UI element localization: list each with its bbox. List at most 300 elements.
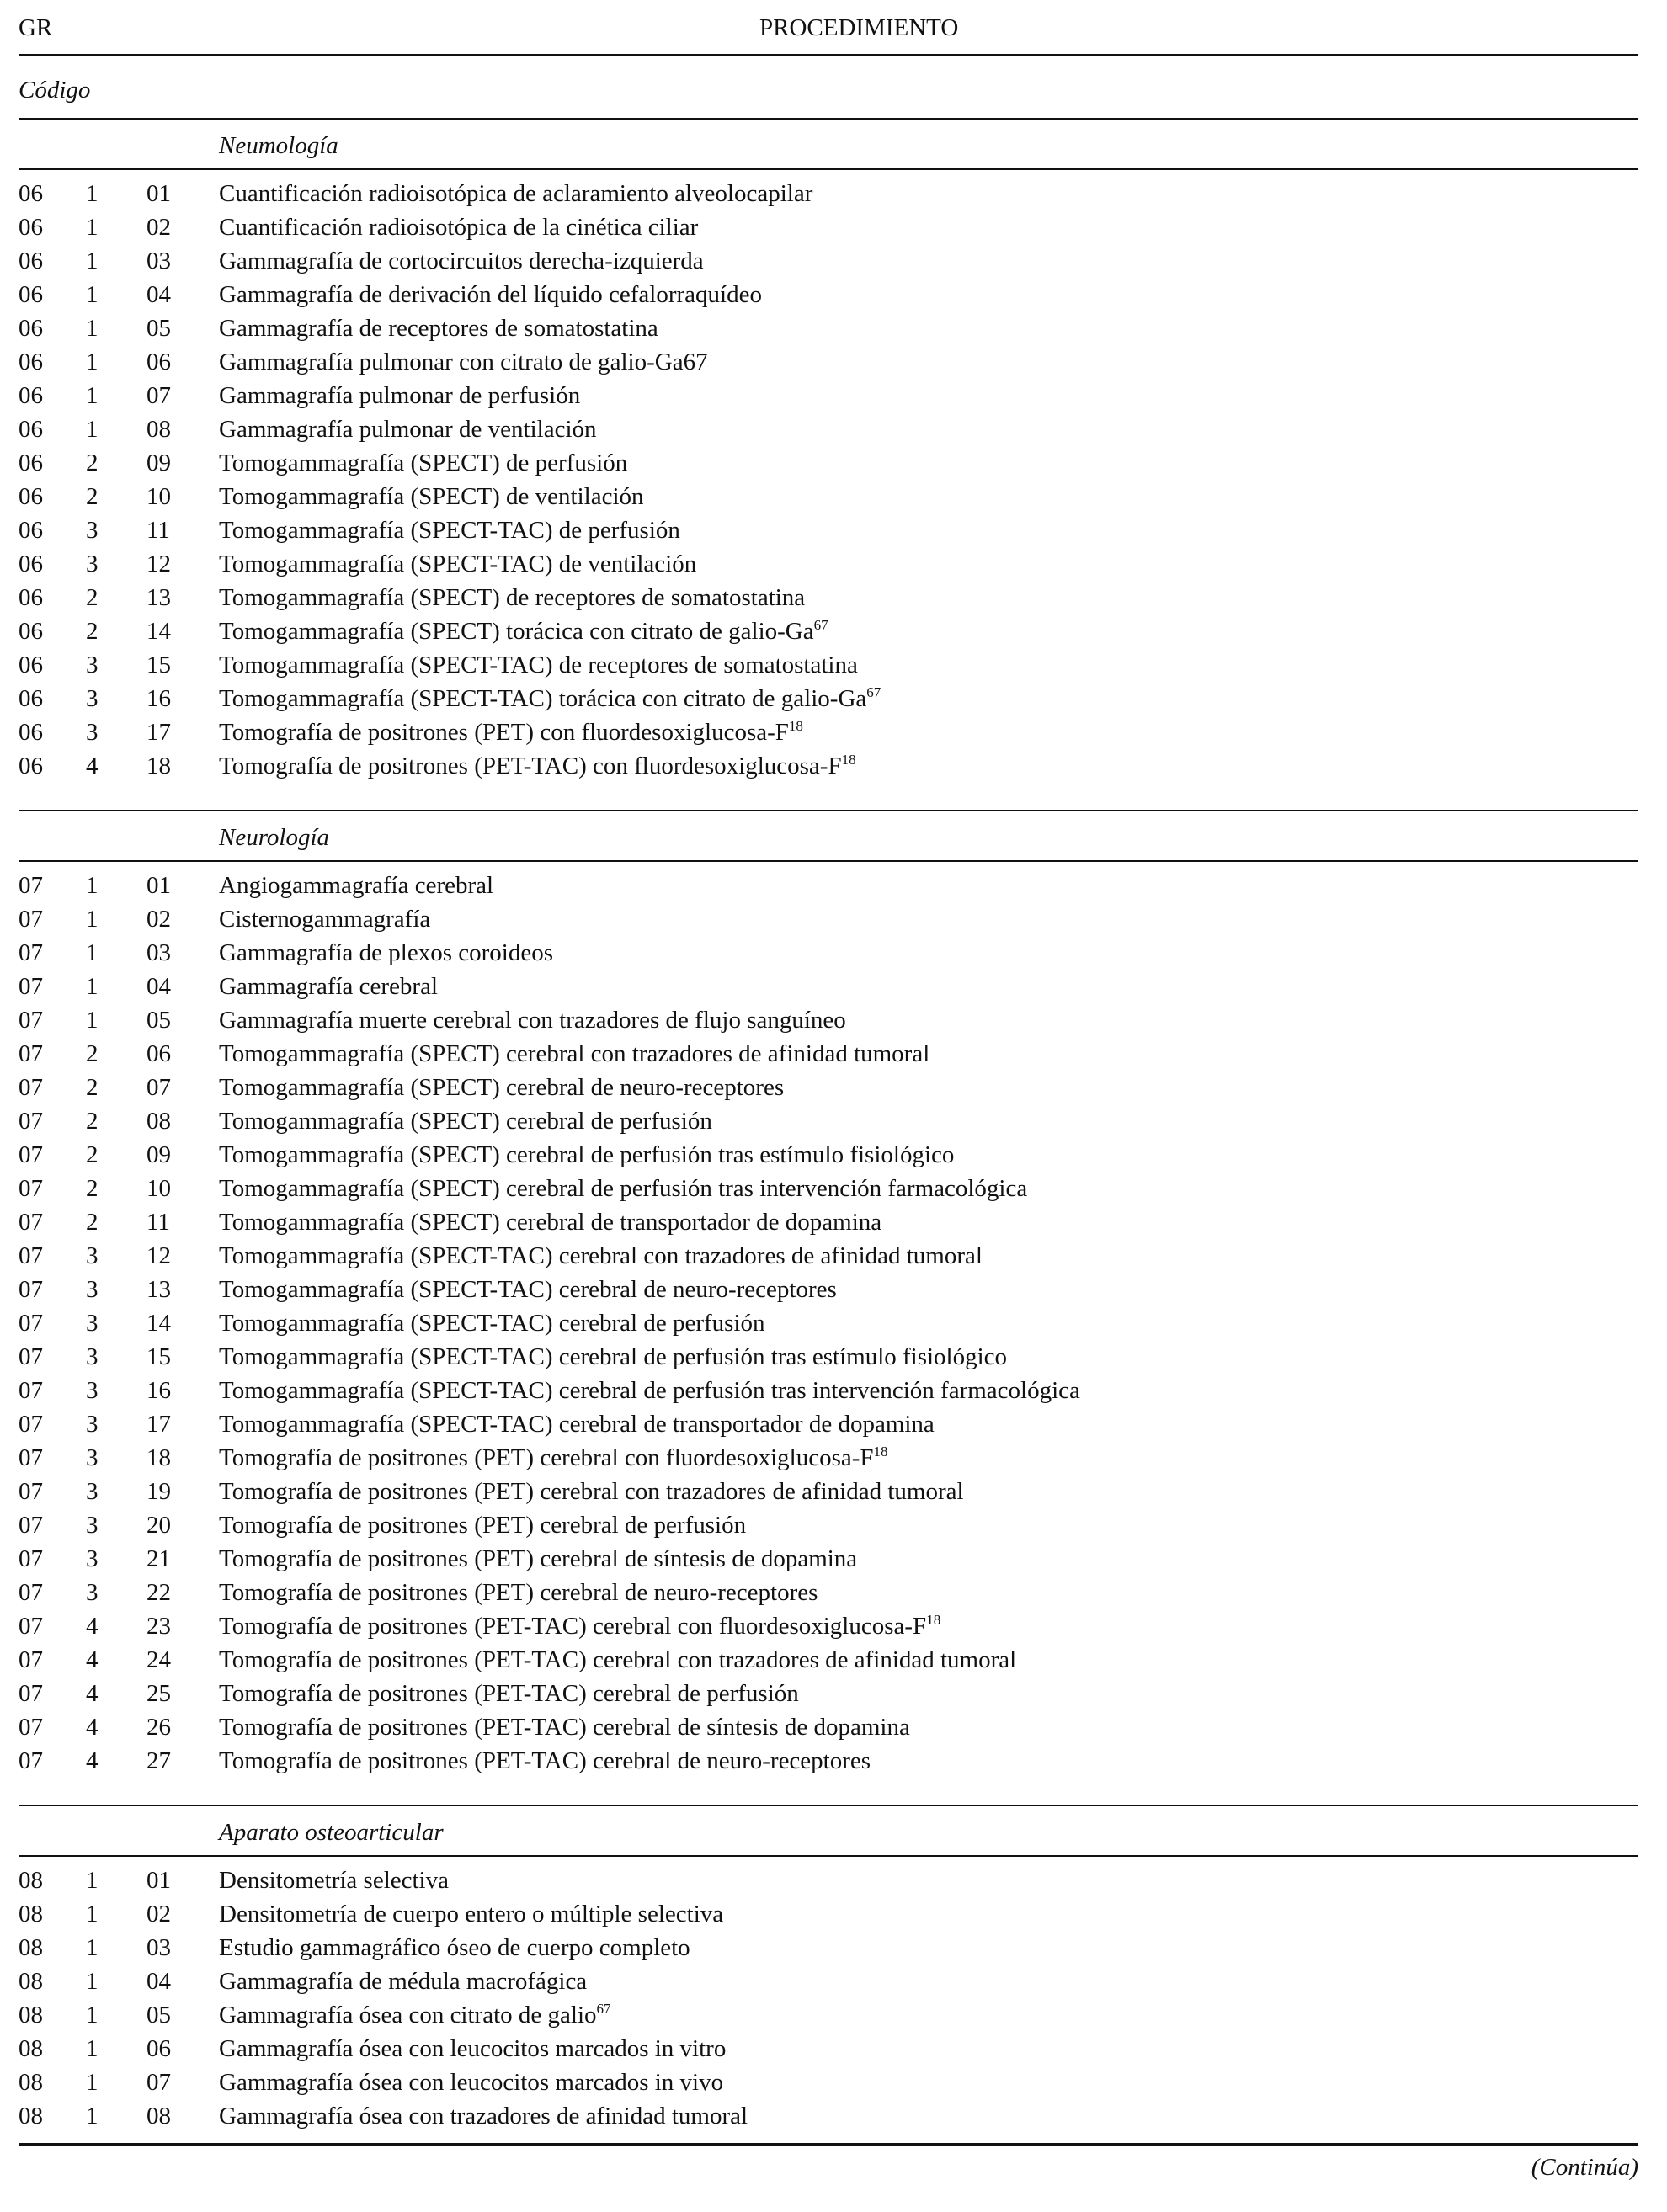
level-code: 3	[86, 719, 99, 746]
procedure-description	[219, 1897, 723, 1931]
procedure-text: Tomogammagrafía (SPECT-TAC) cerebral de neuro-receptores	[219, 1276, 837, 1303]
procedure-text: Tomografía de positrones (PET) cerebral de neuro-receptores	[219, 1579, 818, 1606]
procedure-text: Tomogammagrafía (SPECT-TAC) de ventilación	[219, 550, 697, 577]
level-code: 3	[86, 1478, 99, 1505]
item-code: 22	[146, 1579, 171, 1606]
table-row	[19, 1340, 1638, 1374]
procedure-description	[219, 1542, 857, 1576]
item-code: 05	[146, 2002, 171, 2029]
procedure-description	[219, 749, 856, 783]
item-code: 13	[146, 584, 171, 611]
procedure-description	[219, 1306, 765, 1340]
level-code: 1	[86, 2002, 99, 2029]
procedure-description	[219, 1965, 587, 1998]
level-code: 2	[86, 483, 99, 510]
procedure-text: Gammagrafía ósea con leucocitos marcados in vitro	[219, 2035, 727, 2062]
procedure-description	[219, 1744, 871, 1778]
continua-note: (Continúa)	[1531, 2154, 1638, 2181]
group-code: 07	[19, 973, 43, 1000]
level-code: 4	[86, 1646, 99, 1673]
group-code: 06	[19, 651, 43, 678]
group-code: 06	[19, 685, 43, 712]
table-row	[19, 177, 1638, 210]
isotope-superscript: 67	[813, 617, 828, 633]
procedure-description	[219, 1475, 964, 1508]
procedure-text: Tomografía de positrones (PET-TAC) con fluordesoxiglucosa-F	[219, 752, 842, 779]
table-row	[19, 1172, 1638, 1205]
level-code: 3	[86, 1545, 99, 1572]
group-code: 07	[19, 1714, 43, 1741]
group-code: 08	[19, 1968, 43, 1995]
level-code: 1	[86, 1901, 99, 1928]
procedure-description	[219, 581, 805, 614]
procedure-description	[219, 210, 698, 244]
table-row	[19, 1374, 1638, 1407]
level-code: 2	[86, 584, 99, 611]
level-code: 4	[86, 752, 99, 779]
item-code: 01	[146, 872, 171, 899]
table-row	[19, 1643, 1638, 1677]
item-code: 04	[146, 1968, 171, 1995]
table-row	[19, 412, 1638, 446]
procedure-description	[219, 1677, 799, 1710]
group-code: 07	[19, 1141, 43, 1168]
document-page	[19, 0, 1638, 2196]
group-code: 06	[19, 550, 43, 577]
table-row	[19, 1998, 1638, 2032]
table-row	[19, 1071, 1638, 1104]
procedure-text: Tomogammagrafía (SPECT-TAC) cerebral de transportador de dopamina	[219, 1411, 935, 1438]
procedure-text: Tomogammagrafía (SPECT-TAC) cerebral de perfusión tras estímulo fisiológico	[219, 1343, 1008, 1370]
procedure-description	[219, 1003, 846, 1037]
section-gap	[19, 793, 1638, 810]
item-code: 20	[146, 1512, 171, 1539]
group-code: 08	[19, 2035, 43, 2062]
level-code: 1	[86, 315, 99, 342]
table-header	[19, 0, 1638, 54]
item-code: 09	[146, 449, 171, 476]
group-code: 07	[19, 1276, 43, 1303]
table-row	[19, 1205, 1638, 1239]
item-code: 14	[146, 1310, 171, 1337]
level-code: 1	[86, 973, 99, 1000]
level-code: 2	[86, 1108, 99, 1135]
procedure-text: Gammagrafía de derivación del líquido cefalorraquídeo	[219, 281, 762, 308]
table-row	[19, 446, 1638, 480]
table-row	[19, 2099, 1638, 2133]
item-code: 15	[146, 1343, 171, 1370]
level-code: 3	[86, 1276, 99, 1303]
item-code: 15	[146, 651, 171, 678]
header-gr: GR	[19, 14, 53, 41]
level-code: 1	[86, 939, 99, 966]
procedure-description	[219, 902, 430, 936]
item-code: 07	[146, 382, 171, 409]
footer	[19, 2146, 1638, 2196]
level-code: 3	[86, 1343, 99, 1370]
item-code: 16	[146, 685, 171, 712]
procedure-text: Tomogammagrafía (SPECT) de ventilación	[219, 483, 644, 510]
item-code: 21	[146, 1545, 171, 1572]
isotope-superscript: 18	[788, 718, 803, 734]
level-code: 1	[86, 1007, 99, 1034]
level-code: 1	[86, 2035, 99, 2062]
level-code: 1	[86, 348, 99, 375]
procedure-text: Cuantificación radioisotópica de la cinética ciliar	[219, 214, 699, 241]
procedure-description	[219, 682, 881, 715]
group-code: 07	[19, 906, 43, 933]
procedure-description	[219, 1864, 449, 1897]
group-code: 07	[19, 1108, 43, 1135]
item-code: 06	[146, 348, 171, 375]
procedure-description	[219, 648, 858, 682]
item-code: 06	[146, 1040, 171, 1067]
level-code: 1	[86, 416, 99, 443]
group-code: 08	[19, 1867, 43, 1894]
procedure-text: Tomogammagrafía (SPECT-TAC) cerebral de perfusión tras intervención farmacológica	[219, 1377, 1080, 1404]
item-code: 14	[146, 618, 171, 645]
group-code: 07	[19, 872, 43, 899]
table-row	[19, 1542, 1638, 1576]
item-code: 07	[146, 1074, 171, 1101]
procedure-description	[219, 177, 812, 210]
table-row	[19, 1239, 1638, 1273]
section-gap	[19, 1788, 1638, 1805]
level-code: 2	[86, 1141, 99, 1168]
header-procedimiento: PROCEDIMIENTO	[759, 14, 959, 41]
procedure-description	[219, 1037, 929, 1071]
procedure-text: Tomogammagrafía (SPECT) cerebral de perfusión	[219, 1108, 712, 1135]
level-code: 1	[86, 281, 99, 308]
level-code: 1	[86, 2103, 99, 2130]
procedure-text: Cisternogammagrafía	[219, 906, 431, 933]
procedure-text: Tomografía de positrones (PET) con fluordesoxiglucosa-F	[219, 719, 789, 746]
isotope-superscript: 18	[873, 1444, 888, 1460]
table-row	[19, 1037, 1638, 1071]
section-title: Aparato osteoarticular	[219, 1819, 444, 1846]
procedure-text: Gammagrafía de plexos coroideos	[219, 939, 553, 966]
table-row	[19, 1864, 1638, 1897]
group-code: 07	[19, 1613, 43, 1640]
level-code: 3	[86, 1411, 99, 1438]
procedure-text: Gammagrafía pulmonar con citrato de galio-Ga67	[219, 348, 708, 375]
procedure-text: Tomogammagrafía (SPECT-TAC) de perfusión	[219, 517, 680, 544]
procedure-text: Tomogammagrafía (SPECT-TAC) cerebral de perfusión	[219, 1310, 765, 1337]
group-code: 06	[19, 719, 43, 746]
level-code: 2	[86, 1175, 99, 1202]
item-code: 26	[146, 1714, 171, 1741]
group-code: 08	[19, 2002, 43, 2029]
group-code: 07	[19, 1310, 43, 1337]
item-code: 16	[146, 1377, 171, 1404]
sections-container	[19, 118, 1638, 2143]
group-code: 08	[19, 2069, 43, 2096]
procedure-description	[219, 1441, 888, 1475]
level-code: 1	[86, 247, 99, 274]
table-row	[19, 1508, 1638, 1542]
item-code: 24	[146, 1646, 171, 1673]
level-code: 1	[86, 906, 99, 933]
procedure-description	[219, 2032, 726, 2066]
table-row	[19, 1273, 1638, 1306]
table-row	[19, 513, 1638, 547]
procedure-text: Tomografía de positrones (PET-TAC) cerebral con trazadores de afinidad tumoral	[219, 1646, 1017, 1673]
group-code: 06	[19, 483, 43, 510]
procedure-description	[219, 936, 553, 970]
level-code: 1	[86, 214, 99, 241]
group-code: 06	[19, 449, 43, 476]
procedure-description	[219, 379, 580, 412]
level-code: 1	[86, 180, 99, 207]
item-code: 08	[146, 2103, 171, 2130]
procedure-description	[219, 244, 704, 278]
procedure-description	[219, 480, 644, 513]
isotope-superscript: 67	[596, 2001, 611, 2017]
section-title: Neurología	[219, 824, 330, 851]
procedure-text: Gammagrafía de médula macrofágica	[219, 1968, 588, 1995]
procedure-text: Gammagrafía pulmonar de perfusión	[219, 382, 581, 409]
item-code: 18	[146, 752, 171, 779]
group-code: 06	[19, 315, 43, 342]
procedure-text: Angiogammagrafía cerebral	[219, 872, 494, 899]
procedure-description	[219, 278, 762, 311]
isotope-superscript: 18	[841, 752, 856, 768]
procedure-text: Gammagrafía de cortocircuitos derecha-izquierda	[219, 247, 704, 274]
level-code: 4	[86, 1680, 99, 1707]
item-code: 23	[146, 1613, 171, 1640]
procedure-description	[219, 1643, 1016, 1677]
group-code: 06	[19, 517, 43, 544]
item-code: 11	[146, 1209, 170, 1236]
procedure-description	[219, 513, 680, 547]
table-row	[19, 581, 1638, 614]
procedure-description	[219, 970, 438, 1003]
level-code: 3	[86, 1444, 99, 1471]
table-row	[19, 1965, 1638, 1998]
table-row	[19, 379, 1638, 412]
group-code: 07	[19, 1242, 43, 1269]
group-code: 06	[19, 618, 43, 645]
group-code: 08	[19, 2103, 43, 2130]
level-code: 3	[86, 1579, 99, 1606]
item-code: 09	[146, 1141, 171, 1168]
item-code: 18	[146, 1444, 171, 1471]
group-code: 07	[19, 1444, 43, 1471]
table-row	[19, 1677, 1638, 1710]
procedure-description	[219, 1239, 983, 1273]
procedure-text: Tomogammagrafía (SPECT) cerebral con trazadores de afinidad tumoral	[219, 1040, 930, 1067]
level-code: 4	[86, 1714, 99, 1741]
item-code: 08	[146, 1108, 171, 1135]
group-code: 06	[19, 180, 43, 207]
item-code: 02	[146, 1901, 171, 1928]
level-code: 3	[86, 1242, 99, 1269]
group-code: 06	[19, 416, 43, 443]
item-code: 07	[146, 2069, 171, 2096]
procedure-text: Tomografía de positrones (PET) cerebral con trazadores de afinidad tumoral	[219, 1478, 964, 1505]
procedure-text: Tomogammagrafía (SPECT-TAC) cerebral con trazadores de afinidad tumoral	[219, 1242, 983, 1269]
table-row	[19, 1138, 1638, 1172]
item-code: 01	[146, 180, 171, 207]
isotope-superscript: 18	[926, 1612, 941, 1628]
item-code: 10	[146, 483, 171, 510]
group-code: 07	[19, 1343, 43, 1370]
procedure-description	[219, 345, 708, 379]
group-code: 07	[19, 1074, 43, 1101]
procedure-description	[219, 1998, 611, 2032]
group-code: 06	[19, 247, 43, 274]
table-row	[19, 1576, 1638, 1609]
procedure-text: Tomogammagrafía (SPECT) de receptores de somatostatina	[219, 584, 806, 611]
procedure-text: Tomogammagrafía (SPECT) cerebral de perfusión tras estímulo fisiológico	[219, 1141, 955, 1168]
item-code: 04	[146, 973, 171, 1000]
item-code: 08	[146, 416, 171, 443]
table-row	[19, 648, 1638, 682]
procedure-text: Cuantificación radioisotópica de aclaramiento alveolocapilar	[219, 180, 813, 207]
level-code: 1	[86, 1867, 99, 1894]
level-code: 1	[86, 382, 99, 409]
group-code: 07	[19, 1545, 43, 1572]
table-row	[19, 1475, 1638, 1508]
procedure-description	[219, 2099, 748, 2133]
level-code: 3	[86, 1377, 99, 1404]
procedure-text: Gammagrafía ósea con leucocitos marcados in vivo	[219, 2069, 724, 2096]
item-code: 10	[146, 1175, 171, 1202]
table-row	[19, 1104, 1638, 1138]
item-code: 02	[146, 214, 171, 241]
table-row	[19, 1710, 1638, 1744]
group-code: 06	[19, 214, 43, 241]
table-row	[19, 902, 1638, 936]
procedure-text: Tomografía de positrones (PET) cerebral con fluordesoxiglucosa-F	[219, 1444, 874, 1471]
level-code: 2	[86, 618, 99, 645]
item-code: 03	[146, 1934, 171, 1961]
group-code: 07	[19, 1512, 43, 1539]
level-code: 3	[86, 1512, 99, 1539]
procedure-text: Gammagrafía muerte cerebral con trazadores de flujo sanguíneo	[219, 1007, 846, 1034]
section-rows	[19, 170, 1638, 793]
procedure-text: Tomografía de positrones (PET-TAC) cerebral con fluordesoxiglucosa-F	[219, 1613, 927, 1640]
procedure-description	[219, 547, 696, 581]
table-row	[19, 2066, 1638, 2099]
procedure-description	[219, 446, 627, 480]
procedure-description	[219, 1508, 746, 1542]
procedure-description	[219, 1407, 935, 1441]
group-code: 07	[19, 1175, 43, 1202]
procedure-text: Densitometría selectiva	[219, 1867, 449, 1894]
procedure-description	[219, 1340, 1007, 1374]
level-code: 1	[86, 2069, 99, 2096]
procedure-description	[219, 311, 658, 345]
section-rows	[19, 862, 1638, 1788]
group-code: 06	[19, 752, 43, 779]
table-row	[19, 345, 1638, 379]
level-code: 1	[86, 1968, 99, 1995]
procedure-description	[219, 2066, 723, 2099]
level-code: 3	[86, 517, 99, 544]
level-code: 1	[86, 872, 99, 899]
procedure-description	[219, 1374, 1080, 1407]
procedure-description	[219, 1172, 1027, 1205]
table-row	[19, 244, 1638, 278]
item-code: 06	[146, 2035, 171, 2062]
group-code: 08	[19, 1901, 43, 1928]
item-code: 05	[146, 1007, 171, 1034]
table-row	[19, 1744, 1638, 1778]
level-code: 3	[86, 685, 99, 712]
level-code: 4	[86, 1613, 99, 1640]
procedure-text: Gammagrafía de receptores de somatostatina	[219, 315, 658, 342]
group-code: 07	[19, 1646, 43, 1673]
procedure-description	[219, 1205, 881, 1239]
table-row	[19, 1609, 1638, 1643]
procedure-description	[219, 1576, 818, 1609]
table-row	[19, 936, 1638, 970]
item-code: 03	[146, 247, 171, 274]
table-row	[19, 1931, 1638, 1965]
level-code: 2	[86, 1040, 99, 1067]
procedure-text: Tomogammagrafía (SPECT) cerebral de perfusión tras intervención farmacológica	[219, 1175, 1028, 1202]
group-code: 07	[19, 1209, 43, 1236]
procedure-text: Gammagrafía pulmonar de ventilación	[219, 416, 597, 443]
procedure-text: Tomografía de positrones (PET) cerebral de síntesis de dopamina	[219, 1545, 858, 1572]
item-code: 03	[146, 939, 171, 966]
item-code: 12	[146, 550, 171, 577]
procedure-description	[219, 1609, 940, 1643]
table-row	[19, 1003, 1638, 1037]
item-code: 27	[146, 1747, 171, 1774]
level-code: 2	[86, 1209, 99, 1236]
group-code: 06	[19, 382, 43, 409]
level-code: 3	[86, 651, 99, 678]
group-code: 07	[19, 1478, 43, 1505]
item-code: 05	[146, 315, 171, 342]
procedure-description	[219, 1273, 837, 1306]
group-code: 06	[19, 584, 43, 611]
item-code: 13	[146, 1276, 171, 1303]
table-row	[19, 2032, 1638, 2066]
table-row	[19, 547, 1638, 581]
table-row	[19, 614, 1638, 648]
level-code: 3	[86, 1310, 99, 1337]
procedure-text: Gammagrafía ósea con trazadores de afinidad tumoral	[219, 2103, 748, 2130]
procedure-text: Tomografía de positrones (PET-TAC) cerebral de neuro-receptores	[219, 1747, 871, 1774]
group-code: 06	[19, 348, 43, 375]
procedure-text: Tomografía de positrones (PET-TAC) cerebral de síntesis de dopamina	[219, 1714, 910, 1741]
table-row	[19, 480, 1638, 513]
procedure-text: Gammagrafía cerebral	[219, 973, 439, 1000]
table-row	[19, 869, 1638, 902]
group-code: 07	[19, 939, 43, 966]
table-row	[19, 1407, 1638, 1441]
item-code: 17	[146, 719, 171, 746]
procedure-text: Estudio gammagráfico óseo de cuerpo completo	[219, 1934, 690, 1961]
table-row	[19, 715, 1638, 749]
procedure-description	[219, 869, 493, 902]
item-code: 17	[146, 1411, 171, 1438]
procedure-text: Tomogammagrafía (SPECT) de perfusión	[219, 449, 628, 476]
procedure-text: Gammagrafía ósea con citrato de galio	[219, 2002, 597, 2029]
procedure-text: Tomogammagrafía (SPECT-TAC) de receptores de somatostatina	[219, 651, 858, 678]
procedure-text: Tomogammagrafía (SPECT) cerebral de transportador de dopamina	[219, 1209, 882, 1236]
group-code: 06	[19, 281, 43, 308]
item-code: 25	[146, 1680, 171, 1707]
table-row	[19, 311, 1638, 345]
procedure-text: Tomogammagrafía (SPECT) cerebral de neuro-receptores	[219, 1074, 785, 1101]
group-code: 07	[19, 1377, 43, 1404]
procedure-description	[219, 1071, 784, 1104]
table-row	[19, 749, 1638, 783]
